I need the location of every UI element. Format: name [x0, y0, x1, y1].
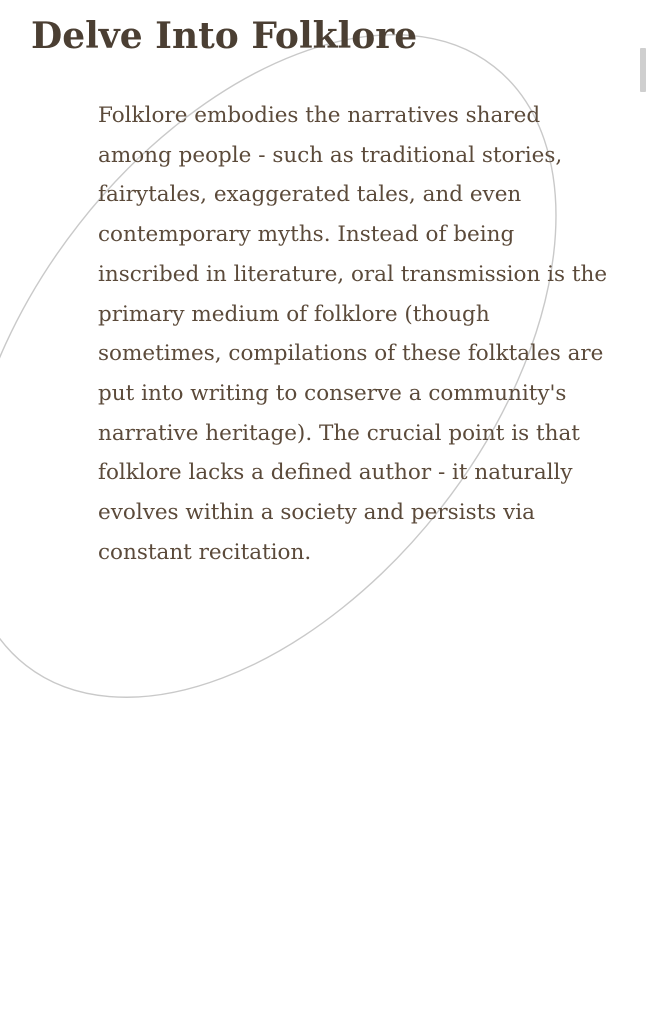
body-paragraph: Folklore embodies the narratives shared among people - such as traditional stories, fairytales, exaggerated tales, and even contemporary myths. Instead of being inscribed in literature, oral transmission is the primary medium of folklore (though sometimes, compilations of these folktales are put into writing to conserve a community's narrative heritage). The crucial point is that folklore lacks a defined author - it naturally evolves within a society and persists via constant recitation. [98, 103, 608, 565]
page-title: Delve Into Folklore [31, 15, 418, 57]
scrollbar-thumb[interactable] [640, 48, 646, 92]
